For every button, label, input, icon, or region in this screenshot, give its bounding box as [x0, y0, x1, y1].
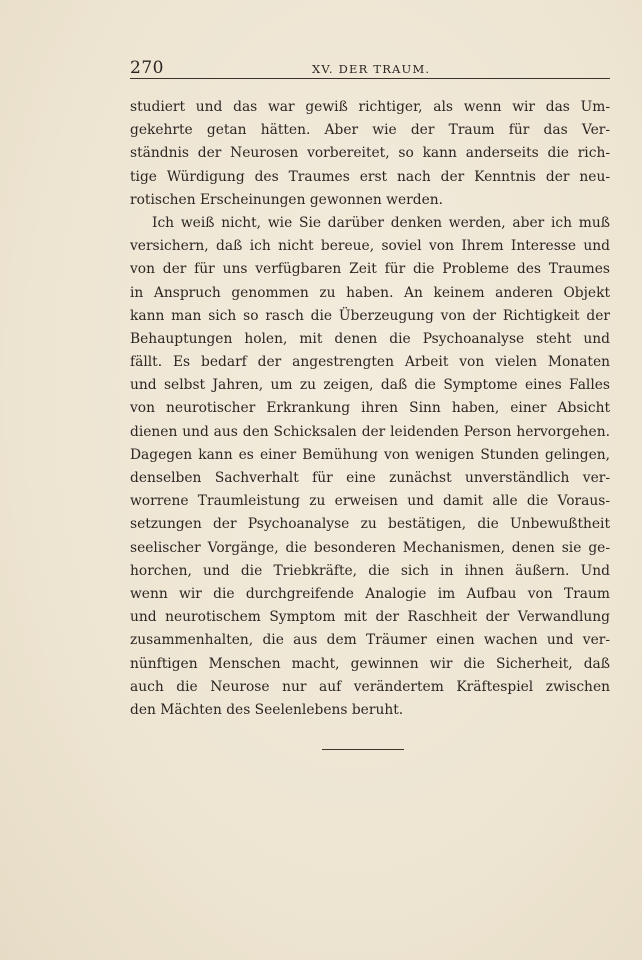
page-number: 270 — [130, 58, 164, 78]
text-line: denselben Sachverhalt für eine zunächst unverständlich ver- — [130, 470, 610, 486]
text-line: Behauptungen holen, mit denen die Psychoanalyse steht und — [130, 330, 610, 347]
text-line: versichern, daß ich nicht bereue, soviel von Ihrem Interesse und — [130, 238, 610, 255]
text-line: fällt. Es bedarf der angestrengten Arbeit von vielen Monaten — [130, 354, 610, 371]
text-line: wenn wir die durchgreifende Analogie im Aufbau von Traum — [130, 585, 610, 602]
text-line: studiert und das war gewiß richtiger, als wenn wir das Um- — [130, 99, 610, 115]
text-line: horchen, und die Triebkräfte, die sich in ihnen äußern. Und — [130, 562, 610, 579]
text-line: kann man sich so rasch die Überzeugung von der Richtigkeit der — [130, 307, 610, 324]
text-line: gekehrte getan hätten. Aber wie der Traum für das Ver- — [130, 122, 610, 139]
paragraph-2 — [130, 212, 610, 722]
text-line: worrene Traumleistung zu erweisen und damit alle die Voraus- — [130, 493, 610, 510]
text-line: von der für uns verfügbaren Zeit für die Probleme des Traumes — [130, 261, 610, 278]
text-line: und neurotischem Symptom mit der Raschheit der Verwandlung — [130, 609, 610, 626]
text-line: seelischer Vorgänge, die besonderen Mechanismen, denen sie ge- — [130, 539, 610, 556]
text-line: und selbst Jahren, um zu zeigen, daß die Symptome eines Falles — [130, 377, 610, 394]
header-rule — [130, 78, 610, 79]
section-end-rule — [322, 749, 404, 750]
text-line: Ich weiß nicht, wie Sie darüber denken werden, aber ich muß — [152, 214, 610, 231]
text-line: in Anspruch genommen zu haben. An keinem anderen Objekt — [130, 284, 610, 301]
text-line: rotischen Erscheinungen gewonnen werden. — [130, 191, 444, 208]
page-header — [130, 58, 610, 78]
text-line: Dagegen kann es einer Bemühung von wenigen Stunden gelingen, — [130, 446, 610, 463]
text-line: von neurotischer Erkrankung ihren Sinn haben, einer Absicht — [130, 400, 610, 417]
text-line: dienen und aus den Schicksalen der leidenden Person hervorgehen. — [130, 423, 610, 440]
text-line: setzungen der Psychoanalyse zu bestätigen, die Unbewußtheit — [130, 516, 610, 533]
text-line: tige Würdigung des Traumes erst nach der Kenntnis der neu- — [130, 168, 610, 185]
text-line: den Mächten des Seelenlebens beruht. — [130, 701, 404, 718]
text-line: auch die Neurose nur auf verändertem Kräftespiel zwischen — [130, 678, 610, 695]
text-line: nünftigen Menschen macht, gewinnen wir die Sicherheit, daß — [130, 655, 610, 672]
body-text — [130, 96, 610, 722]
running-head: XV. DER TRAUM. — [312, 62, 431, 76]
text-line: zusammenhalten, die aus dem Träumer einen wachen und ver- — [130, 632, 610, 649]
text-line: ständnis der Neurosen vorbereitet, so kann anderseits die rich- — [130, 145, 610, 162]
paragraph-1 — [130, 96, 610, 212]
